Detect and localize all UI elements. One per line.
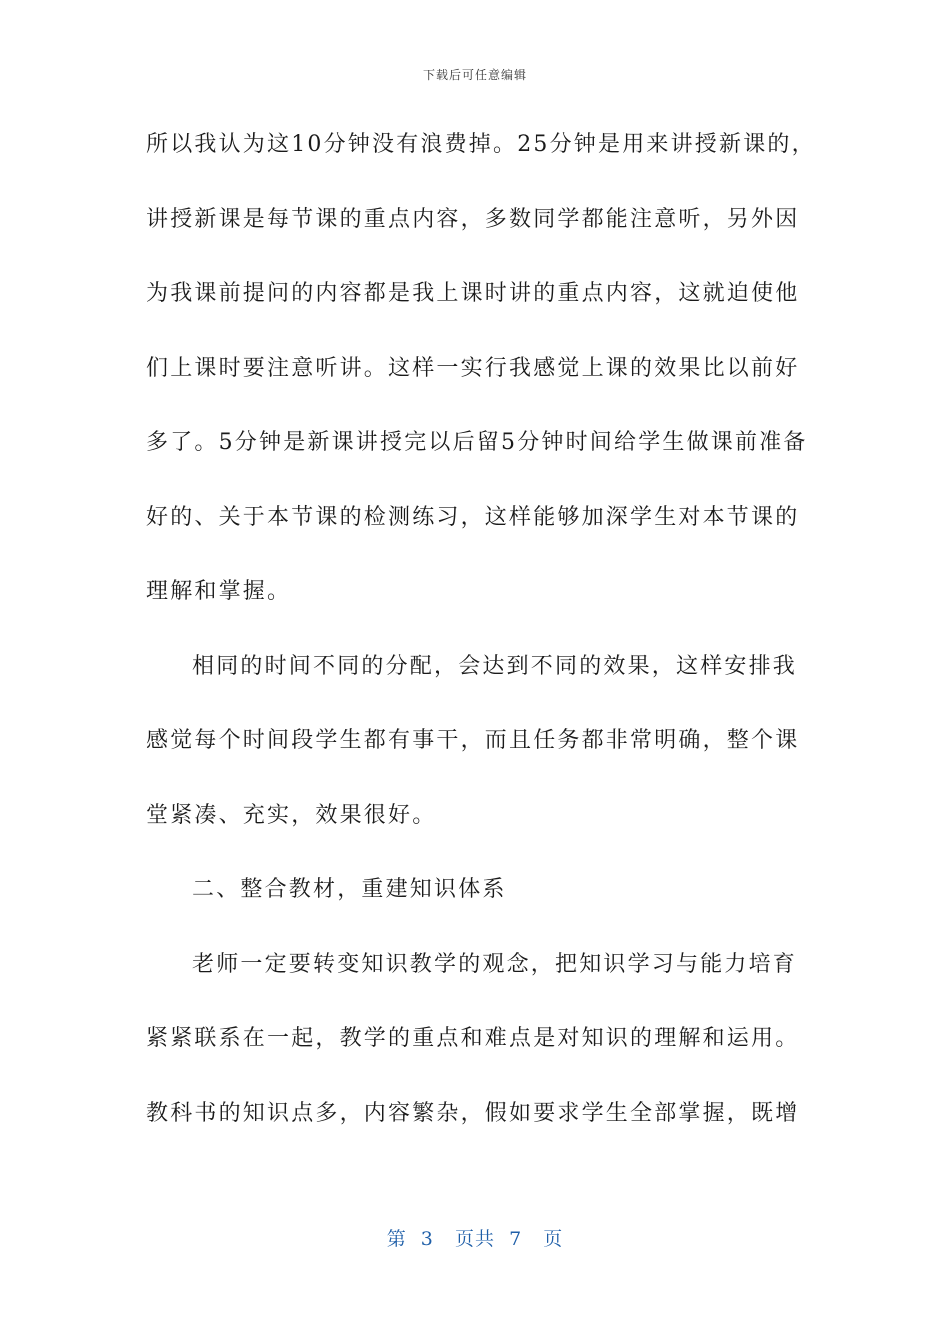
- section-heading: 二、整合教材，重建知识体系: [192, 877, 507, 902]
- paragraph-first-line: 相同的时间不同的分配，会达到不同的效果，这样安排我: [192, 653, 798, 679]
- text-line: 为我课前提问的内容都是我上课时讲的重点内容，这就迫使他: [146, 281, 800, 306]
- text-line: 教科书的知识点多，内容繁杂，假如要求学生全部掌握，既增: [146, 1100, 800, 1126]
- text-line: 紧紧联系在一起，教学的重点和难点是对知识的理解和运用。: [146, 1026, 800, 1051]
- paragraph-first-line: 老师一定要转变知识教学的观念，把知识学习与能力培育: [192, 951, 798, 977]
- text-line: 理解和掌握。: [146, 579, 292, 604]
- text-line: 讲授新课是每节课的重点内容，多数同学都能注意听，另外因: [146, 206, 800, 232]
- text-line: 多了。5分钟是新课讲授完以后留5分钟时间给学生做课前准备: [146, 430, 808, 455]
- page-header: 下载后可任意编辑: [422, 68, 527, 82]
- text-line: 好的、关于本节课的检测练习，这样能够加深学生对本节课的: [146, 504, 800, 530]
- document-body: [146, 120, 816, 1163]
- text-line: 所以我认为这10分钟没有浪费掉。25分钟是用来讲授新课的，: [146, 132, 816, 157]
- text-line: 堂紧凑、充实，效果很好。: [146, 802, 437, 828]
- page-number-footer: 第 3 页共 7 页: [386, 1228, 564, 1250]
- text-line: 感觉每个时间段学生都有事干，而且任务都非常明确，整个课: [146, 728, 800, 753]
- text-line: 们上课时要注意听讲。这样一实行我感觉上课的效果比以前好: [146, 355, 800, 381]
